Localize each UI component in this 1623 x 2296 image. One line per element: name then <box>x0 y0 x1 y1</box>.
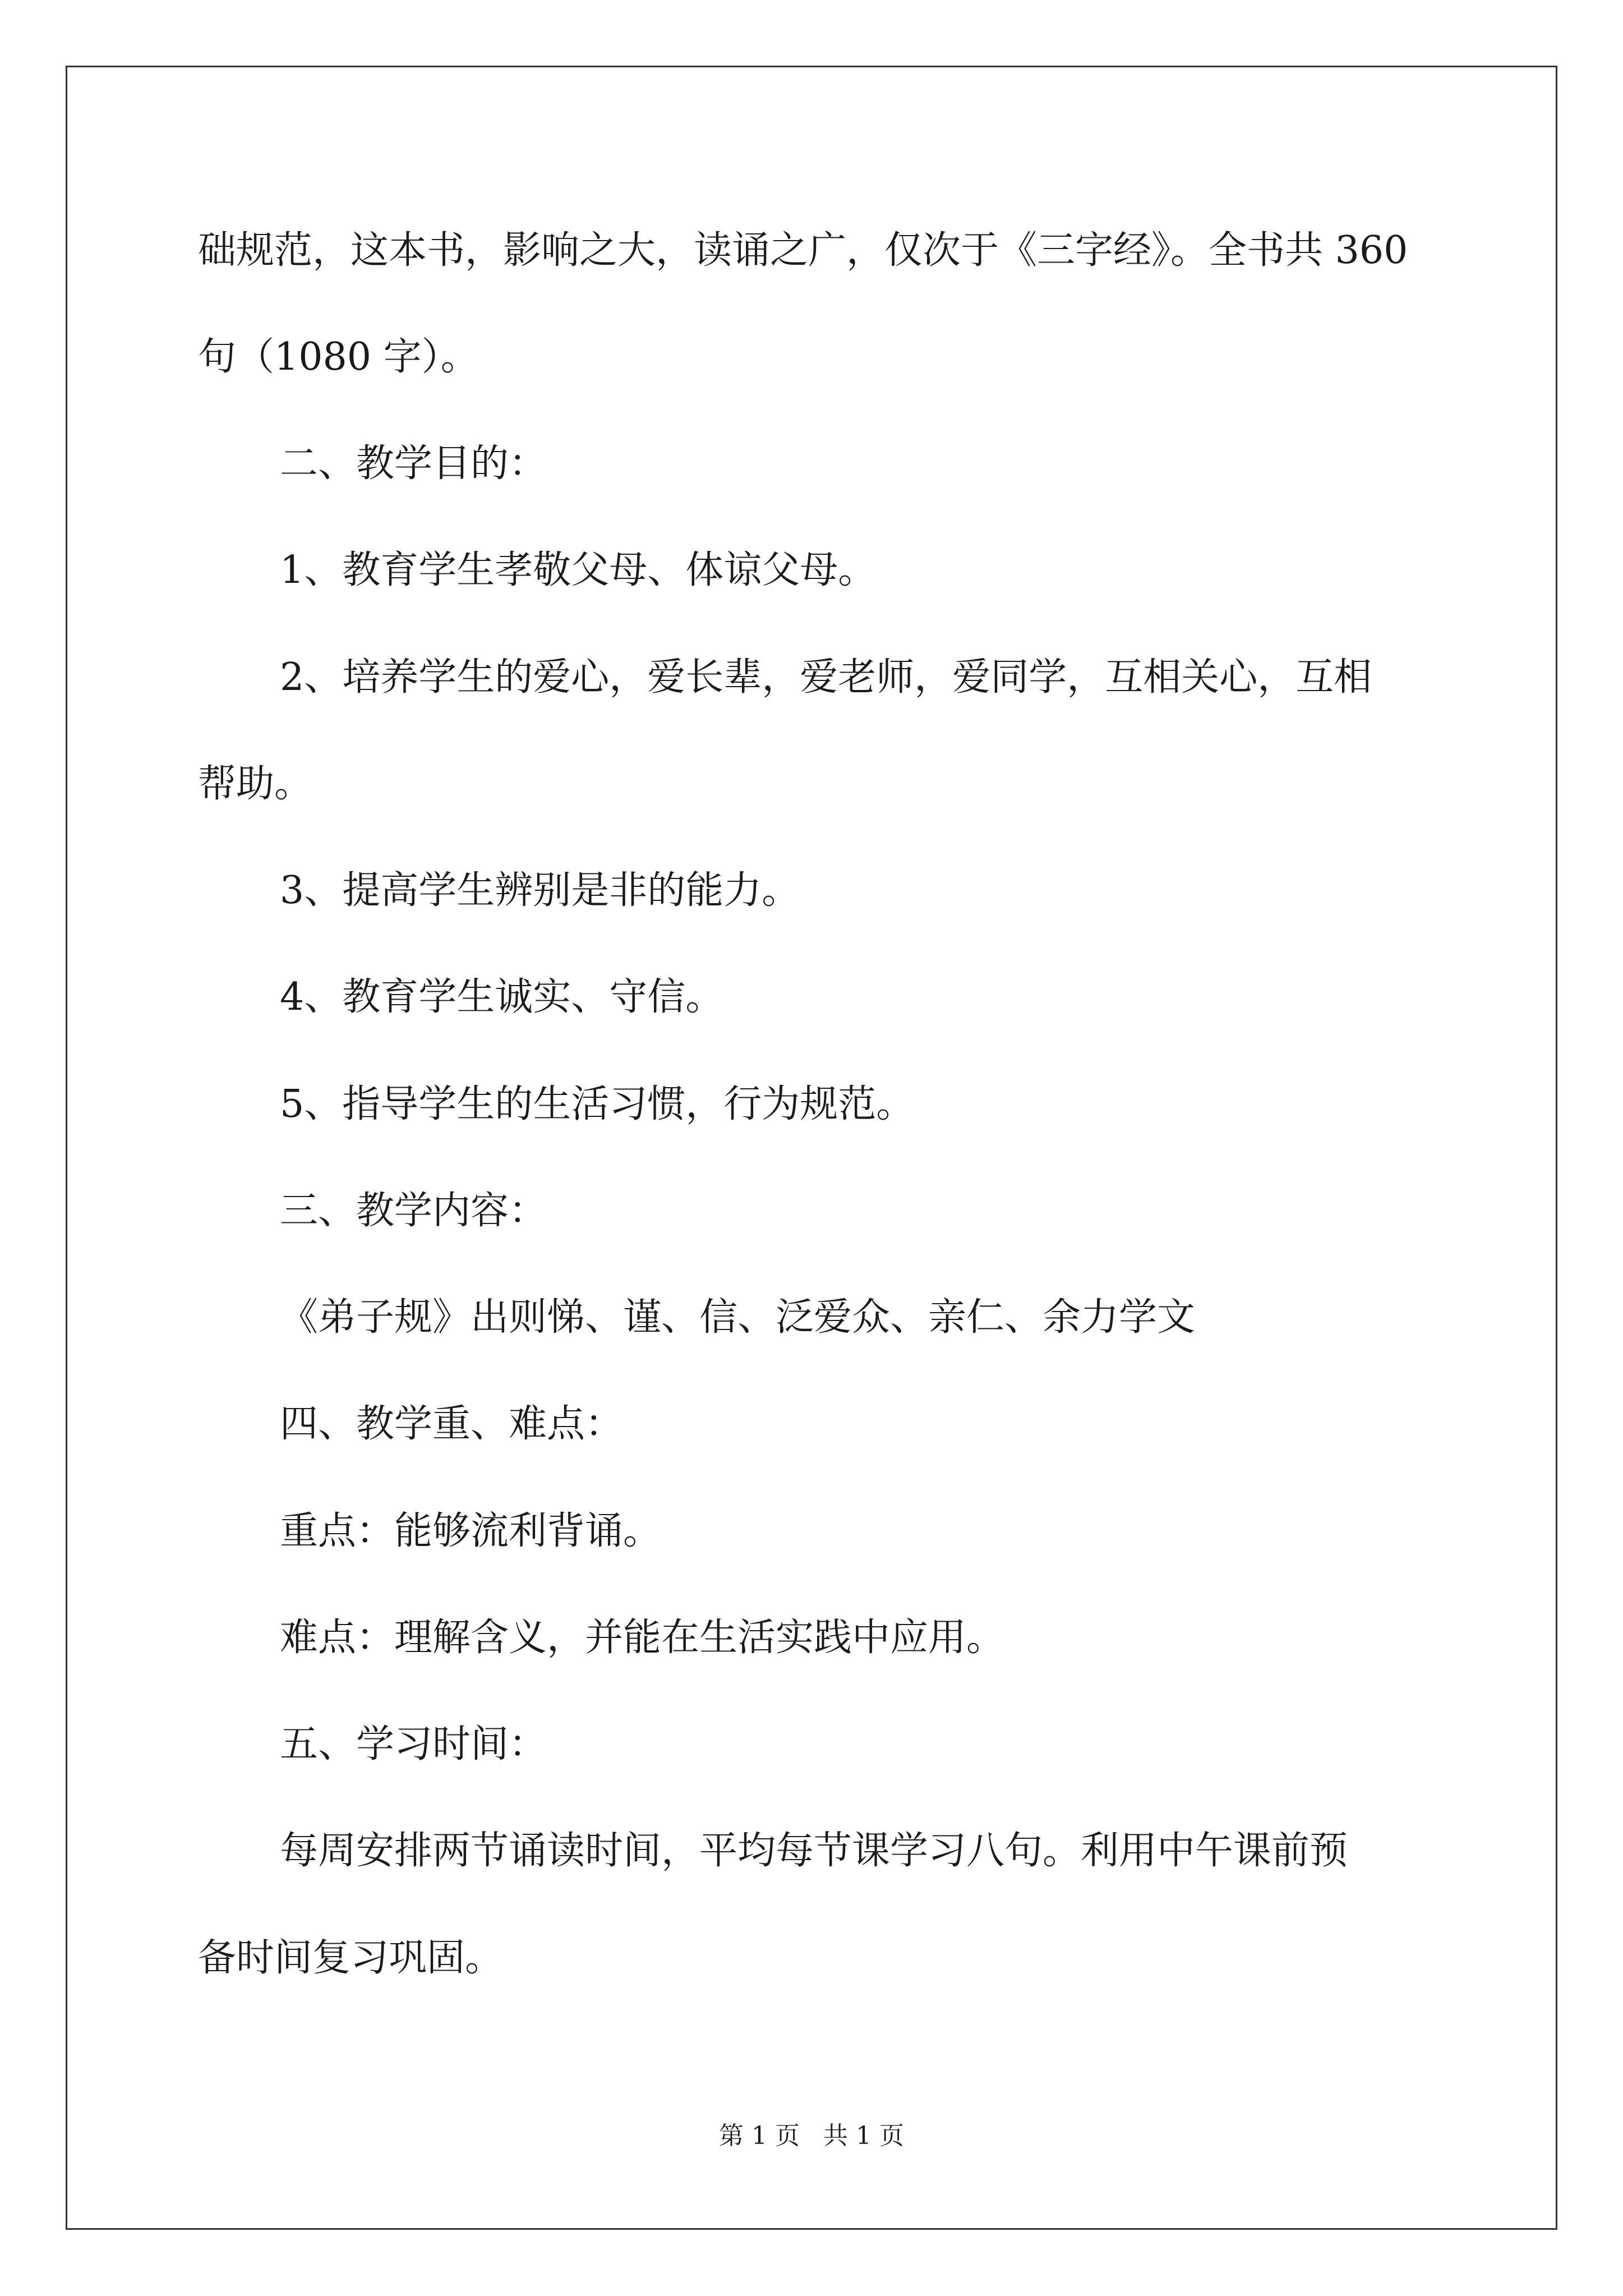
text-line: 重点：能够流利背诵。 <box>280 1509 662 1553</box>
section-heading: 二、教学目的： <box>280 441 547 486</box>
page-border <box>66 66 1557 2230</box>
text-line: 帮助。 <box>198 762 313 806</box>
text-line: 每周安排两节诵读时间，平均每节课学习八句。利用中午课前预 <box>280 1829 1348 1873</box>
page-total: 共 1 页 <box>823 2122 904 2150</box>
text-line: 础规范，这本书，影响之大，读诵之广，仅次于《三字经》。全书共 360 <box>198 228 1408 273</box>
text-line: 句（1080 字）。 <box>198 335 479 379</box>
text-line: 难点：理解含义，并能在生活实践中应用。 <box>280 1616 1005 1660</box>
list-item: 4、教育学生诚实、守信。 <box>280 975 724 1019</box>
text-line: 《弟子规》出则悌、谨、信、泛爱众、亲仁、余力学文 <box>280 1295 1196 1340</box>
text-line: 备时间复习巩固。 <box>198 1936 504 1980</box>
list-item: 1、教育学生孝敬父母、体谅父母。 <box>280 548 877 592</box>
section-heading: 四、教学重、难点： <box>280 1402 624 1446</box>
list-item: 2、培养学生的爱心，爱长辈，爱老师，爱同学，互相关心，互相 <box>280 655 1372 700</box>
section-heading: 五、学习时间： <box>280 1722 547 1766</box>
page-footer <box>0 2120 1623 2152</box>
page-number: 第 1 页 <box>719 2122 800 2150</box>
list-item: 5、指导学生的生活习惯，行为规范。 <box>280 1082 915 1126</box>
list-item: 3、提高学生辨别是非的能力。 <box>280 868 800 913</box>
section-heading: 三、教学内容： <box>280 1189 547 1233</box>
